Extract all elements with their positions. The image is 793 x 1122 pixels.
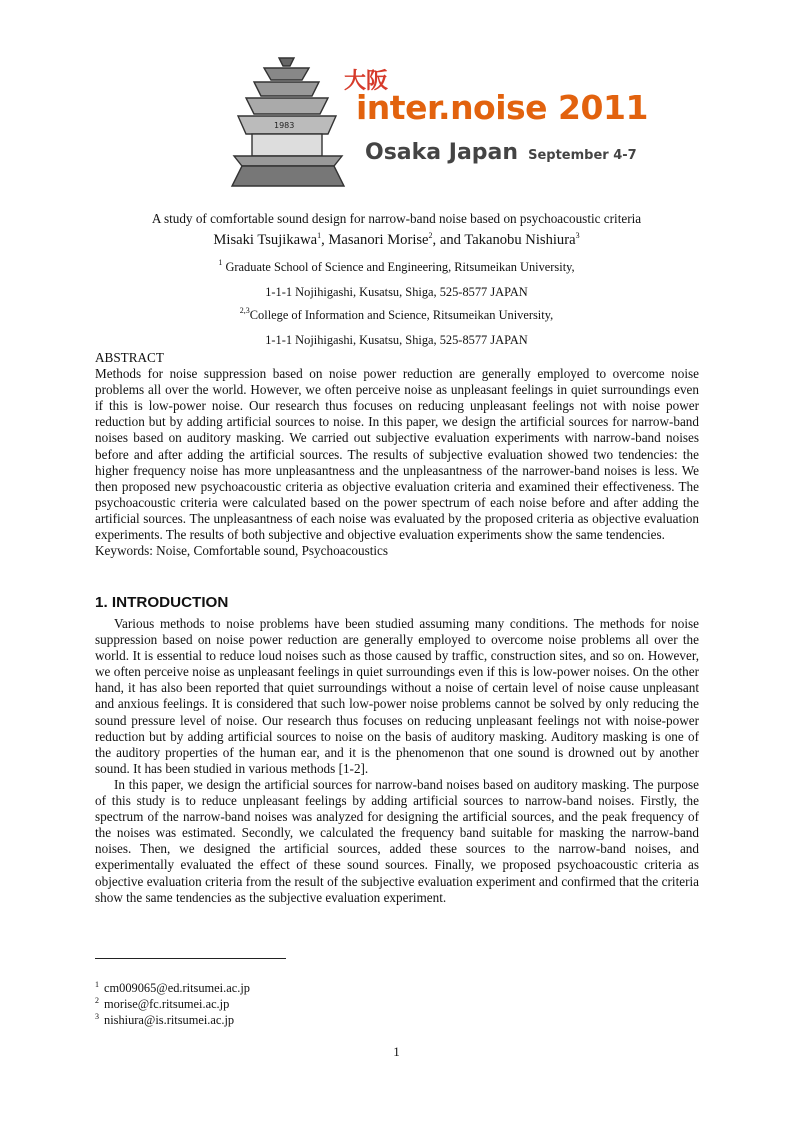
logo-place-name: Osaka Japan bbox=[365, 140, 519, 165]
paragraph: Various methods to noise problems have been studied assuming many conditions. The methods for noise suppression based on noise power reduction are generally employed to overcome noise problems all over the world. It is essential to reduce loud noises such as those caused by traffic, construction sites, and so on. However, we often perceive noise as unpleasant feelings in quiet surroundings even if this is low-power noises. On the other hand, it has also been reported that quiet surroundings without a noise of certain level of noise cause unpleasant and anxious feelings. It is considered that such low-power noise problems cannot be solved by only reducing the sound pressure level of noise. Our research thus focuses on reducing unpleasant feelings not with noise-power reduction but by adding artificial sources to noise on the basis of auditory masking. Auditory masking is one of the auditory properties of the human ear, and it is the phenomenon that one sound is drowned out by another sound. It has been studied in various methods [1-2]. bbox=[95, 616, 699, 776]
footnote-email: morise@fc.ritsumei.ac.jp bbox=[104, 997, 230, 1011]
page-number: 1 bbox=[393, 1044, 400, 1059]
logo-date: September 4-7 bbox=[528, 148, 637, 163]
author-name: Masanori Morise bbox=[328, 232, 429, 248]
author-separator: , and bbox=[432, 232, 465, 248]
author-mark: 3 bbox=[575, 231, 580, 240]
affiliation-1-line-1 bbox=[0, 260, 793, 275]
affiliation-mark: 1 bbox=[218, 258, 223, 267]
footnote bbox=[95, 980, 250, 996]
conference-logo bbox=[224, 50, 648, 195]
abstract-text: Methods for noise suppression based on noise power reduction are generally employed to overcome noise problems all over the world. However, we often perceive noise as unpleasant feelings in quiet surroundings even if this is low-power noise. Our research thus focuses on reducing unpleasant feelings not with noise power reduction but by adding artificial sources to noise. In this paper, we design the artificial sources for narrow-band noises based on auditory masking. We carried out subjective evaluation experiments with narrow-band noises before and after adding the artificial sources. The results of subjective evaluation showed two tendencies: the higher frequency noise has more unpleasantness and the unpleasantness of the narrower-band noises is less. We then proposed new psychoacoustic criteria as objective evaluation criteria and examined their effectiveness. The psychoacoustic criteria were calculated based on the power spectrum of each noise before and after adding the artificial sources. The unpleasantness of each noise was evaluated by the proposed criteria as objective evaluation experiments. The results of both subjective and objective evaluation experiments show the same tendencies. bbox=[95, 366, 699, 543]
section-heading: 1. INTRODUCTION bbox=[95, 594, 229, 611]
author-name: Misaki Tsujikawa bbox=[213, 232, 318, 248]
footnote-email: cm009065@ed.ritsumei.ac.jp bbox=[104, 981, 250, 995]
affiliation-mark: 2,3 bbox=[239, 306, 250, 315]
author-mark: 1 bbox=[317, 231, 322, 240]
footnote-email: nishiura@is.ritsumei.ac.jp bbox=[104, 1013, 235, 1027]
author-name: Takanobu Nishiura bbox=[464, 232, 576, 248]
footnote-mark: 3 bbox=[95, 1012, 99, 1021]
logo-kanji: 大阪 bbox=[344, 69, 389, 94]
footnote-mark: 2 bbox=[95, 996, 99, 1005]
osaka-castle-icon bbox=[224, 50, 354, 190]
affiliation-2-line-1 bbox=[0, 308, 793, 323]
logo-place bbox=[365, 140, 637, 165]
logo-title: inter.noise 2011 bbox=[356, 88, 648, 127]
section-body bbox=[95, 616, 699, 906]
footnote-mark: 1 bbox=[95, 980, 99, 989]
author-list bbox=[0, 232, 793, 249]
author-mark: 2 bbox=[428, 231, 433, 240]
abstract bbox=[95, 350, 699, 559]
footnote-rule bbox=[95, 958, 286, 959]
paper-title: A study of comfortable sound design for narrow-band noise based on psychoacoustic criteria bbox=[151, 211, 642, 226]
castle-label: 1983 bbox=[274, 121, 295, 130]
abstract-heading: ABSTRACT bbox=[95, 350, 164, 365]
affiliation-1-line-2: 1-1-1 Nojihigashi, Kusatsu, Shiga, 525-8577 JAPAN bbox=[265, 285, 528, 299]
paragraph: In this paper, we design the artificial sources for narrow-band noises based on auditory masking. The purpose of this study is to reduce unpleasant feelings by adding artificial sources to narrow-band noises. Firstly, the spectrum of the narrow-band noises was analyzed for designing the artificial sources, and the peak frequency of the noises was estimated. Secondly, we calculated the frequency band suitable for masking the narrow-band noises. Then, we designed the artificial sources, added these sources to the narrow-band noises, and experimentally evaluated the effect of these sound sources. Finally, we proposed psychoacoustic criteria as objective evaluation criteria from the result of the subjective evaluation experiment and confirmed that the criteria show the same tendencies as the subjective evaluation experiment. bbox=[95, 776, 699, 905]
affiliation-text: Graduate School of Science and Engineering, Ritsumeikan University, bbox=[225, 260, 575, 274]
author-separator: , bbox=[321, 232, 329, 248]
keywords: Keywords: Noise, Comfortable sound, Psychoacoustics bbox=[95, 543, 389, 559]
affiliation-text: College of Information and Science, Ritsumeikan University, bbox=[249, 308, 554, 322]
footnote bbox=[95, 996, 229, 1012]
footnote bbox=[95, 1012, 234, 1028]
affiliation-2-line-2: 1-1-1 Nojihigashi, Kusatsu, Shiga, 525-8577 JAPAN bbox=[265, 333, 528, 347]
